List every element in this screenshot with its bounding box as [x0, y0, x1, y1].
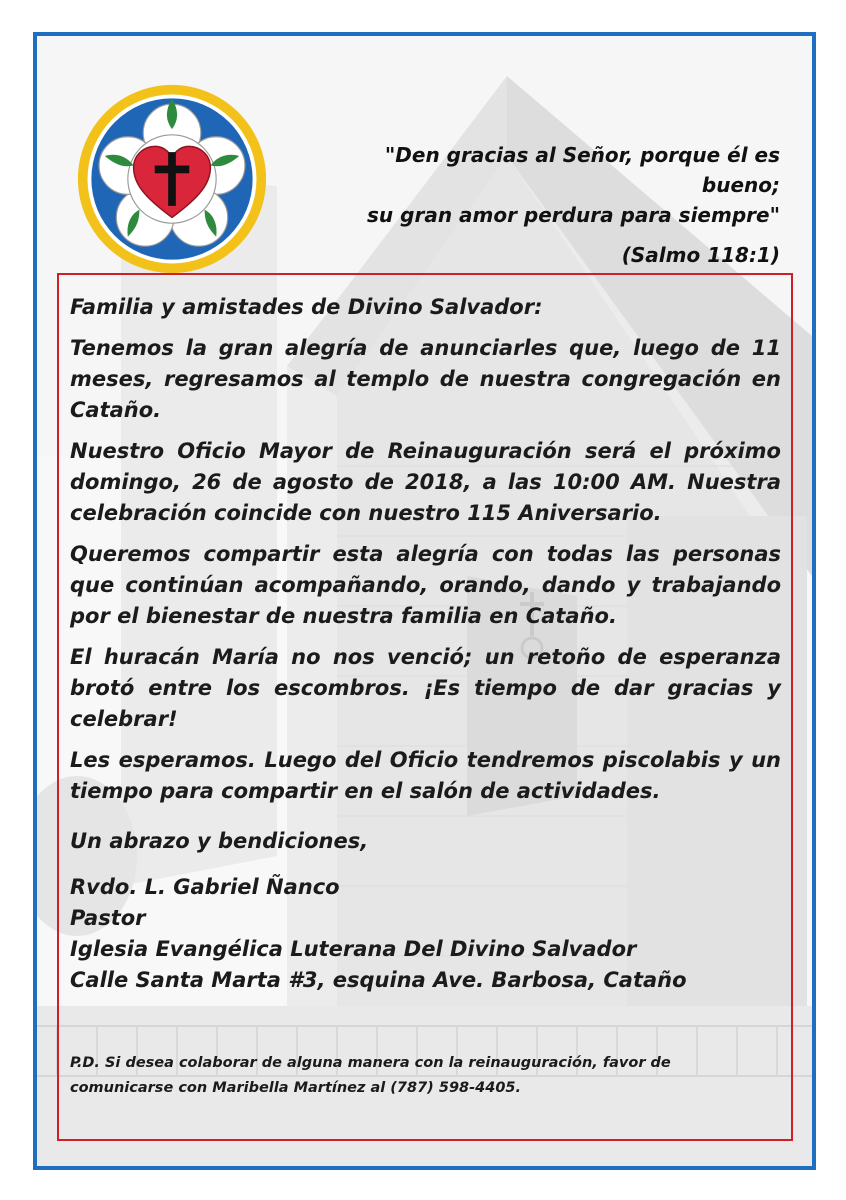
postscript-line-1: P.D. Si desea colaborar de alguna manera con la reinauguración, favor de	[70, 1055, 671, 1071]
letter-paragraph: El huracán María no nos venció; un retoño de esperanza brotó entre los escombros. ¡Es tiempo de dar gracias y celebrar!	[70, 645, 781, 731]
signature-title: Pastor	[70, 906, 146, 930]
quote-line-1: "Den gracias al Señor, porque él es bueno;	[384, 143, 780, 197]
letter-paragraph: Tenemos la gran alegría de anunciarles que, luego de 11 meses, regresamos al templo de nuestra congregación en Cataño.	[70, 336, 781, 422]
signature-church: Iglesia Evangélica Luterana Del Divino Salvador	[70, 937, 637, 961]
quote-line-2: su gran amor perdura para siempre"	[367, 203, 780, 227]
signature-address: Calle Santa Marta #3, esquina Ave. Barbosa, Cataño	[70, 968, 687, 992]
letter-greeting: Familia y amistades de Divino Salvador:	[70, 295, 543, 319]
letter-paragraph: Les esperamos. Luego del Oficio tendremos piscolabis y un tiempo para compartir en el salón de actividades.	[70, 748, 781, 803]
postscript	[70, 1051, 770, 1101]
letter-paragraph: Nuestro Oficio Mayor de Reinauguración será el próximo domingo, 26 de agosto de 2018, a las 10:00 AM. Nuestra celebración coincide con nuestro 115 Aniversario.	[70, 439, 781, 525]
postscript-line-2: comunicarse con Maribella Martínez al (787) 598-4405.	[70, 1080, 522, 1096]
signature-name: Rvdo. L. Gabriel Ñanco	[70, 875, 340, 899]
letter-paragraph: Queremos compartir esta alegría con todas las personas que continúan acompañando, orando, dando y trabajando por el bienestar de nuestra familia en Cataño.	[70, 542, 781, 628]
quote-reference: (Salmo 118:1)	[621, 243, 780, 267]
signature-block	[70, 872, 781, 996]
letter-closing: Un abrazo y bendiciones,	[70, 829, 369, 853]
letter-body	[70, 292, 781, 817]
luther-rose-logo-icon	[76, 83, 268, 275]
bible-quote	[310, 140, 780, 270]
